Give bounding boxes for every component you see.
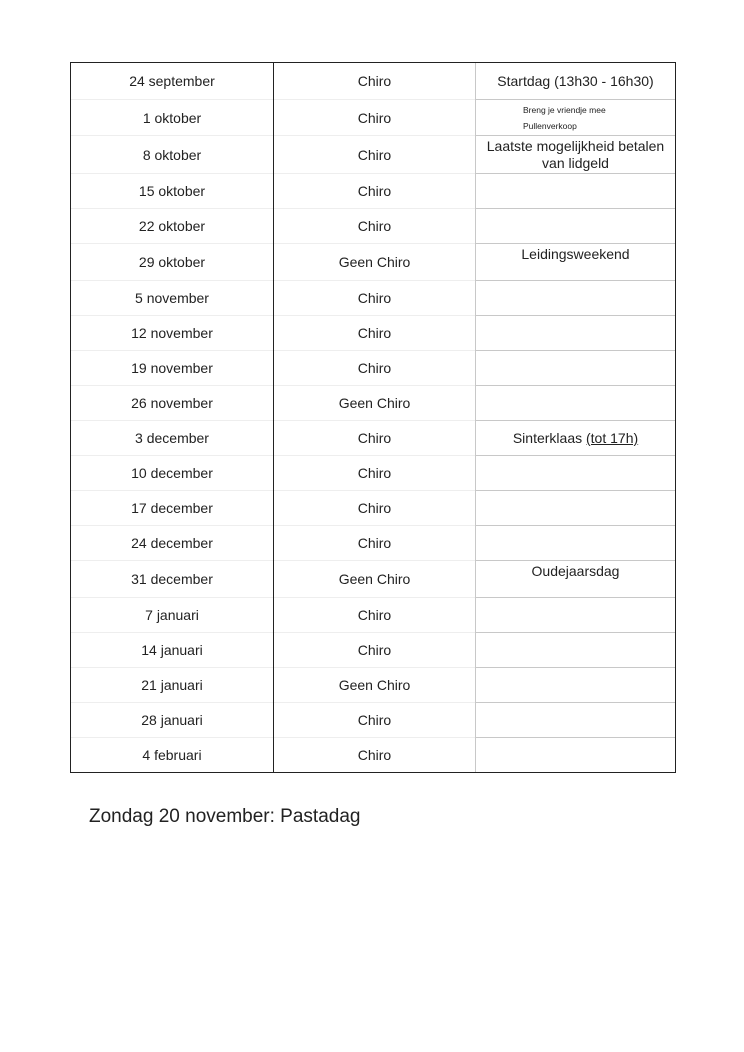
status-cell: Chiro — [274, 63, 476, 100]
status-cell: Chiro — [274, 209, 476, 244]
note-cell — [476, 100, 676, 136]
table-row — [71, 633, 676, 668]
status-cell: Geen Chiro — [274, 386, 476, 421]
note-text: Sinterklaas — [512, 430, 583, 446]
note-cell — [476, 281, 676, 316]
date-cell: 3 december — [71, 421, 274, 456]
status-cell: Chiro — [274, 598, 476, 633]
table-row — [71, 668, 676, 703]
status-cell: Chiro — [274, 421, 476, 456]
date-cell: 24 december — [71, 526, 274, 561]
table-row — [71, 281, 676, 316]
date-cell: 19 november — [71, 351, 274, 386]
note-cell — [476, 316, 676, 351]
table-row — [71, 456, 676, 491]
table-row — [71, 598, 676, 633]
note-cell — [476, 633, 676, 668]
date-cell: 10 december — [71, 456, 274, 491]
status-cell: Geen Chiro — [274, 668, 476, 703]
status-cell: Chiro — [274, 316, 476, 351]
note-cell: Laatste mogelijkheid betalen van lidgeld — [476, 136, 676, 174]
date-cell: 14 januari — [71, 633, 274, 668]
date-cell: 8 oktober — [71, 136, 274, 174]
date-cell: 21 januari — [71, 668, 274, 703]
date-cell: 12 november — [71, 316, 274, 351]
note-cell: Leidingsweekend — [476, 244, 676, 281]
note-cell — [476, 526, 676, 561]
note-cell — [476, 386, 676, 421]
date-cell: 7 januari — [71, 598, 274, 633]
note-cell: Startdag (13h30 - 16h30) — [476, 63, 676, 100]
table-row — [71, 63, 676, 100]
table-row — [71, 526, 676, 561]
date-cell: 15 oktober — [71, 174, 274, 209]
date-cell: 24 september — [71, 63, 274, 100]
note-cell — [476, 209, 676, 244]
date-cell: 5 november — [71, 281, 274, 316]
note-cell — [476, 421, 676, 456]
table-row — [71, 351, 676, 386]
date-cell: 17 december — [71, 491, 274, 526]
date-cell: 4 februari — [71, 738, 274, 773]
table-row — [71, 386, 676, 421]
date-cell: 22 oktober — [71, 209, 274, 244]
note-cell — [476, 351, 676, 386]
table-row — [71, 100, 676, 136]
note-cell: Oudejaarsdag — [476, 561, 676, 598]
status-cell: Chiro — [274, 633, 476, 668]
schedule-table — [70, 62, 676, 773]
date-cell: 29 oktober — [71, 244, 274, 281]
note-cell — [476, 668, 676, 703]
date-cell: 31 december — [71, 561, 274, 598]
status-cell: Chiro — [274, 281, 476, 316]
note-cell — [476, 703, 676, 738]
note-cell — [476, 491, 676, 526]
status-cell: Chiro — [274, 526, 476, 561]
note-underlined-text: (tot 17h) — [586, 430, 639, 446]
status-cell: Chiro — [274, 491, 476, 526]
table-row — [71, 316, 676, 351]
footer-note: Zondag 20 november: Pastadag — [89, 806, 361, 827]
status-cell: Chiro — [274, 351, 476, 386]
table-row — [71, 209, 676, 244]
note-cell — [476, 738, 676, 773]
date-cell: 26 november — [71, 386, 274, 421]
table-row — [71, 491, 676, 526]
table-row — [71, 703, 676, 738]
note-line: Breng je vriendje mee — [523, 104, 606, 115]
date-cell: 1 oktober — [71, 100, 274, 136]
note-line: Pullenverkoop — [523, 120, 577, 131]
status-cell: Chiro — [274, 136, 476, 174]
table-row — [71, 421, 676, 456]
status-cell: Chiro — [274, 174, 476, 209]
table-row — [71, 561, 676, 598]
table-row — [71, 244, 676, 281]
table-row — [71, 174, 676, 209]
note-cell — [476, 456, 676, 491]
date-cell: 28 januari — [71, 703, 274, 738]
table-row — [71, 738, 676, 773]
table-row — [71, 136, 676, 174]
status-cell: Chiro — [274, 703, 476, 738]
status-cell: Chiro — [274, 100, 476, 136]
status-cell: Chiro — [274, 738, 476, 773]
status-cell: Chiro — [274, 456, 476, 491]
status-cell: Geen Chiro — [274, 561, 476, 598]
status-cell: Geen Chiro — [274, 244, 476, 281]
note-cell — [476, 598, 676, 633]
note-cell — [476, 174, 676, 209]
